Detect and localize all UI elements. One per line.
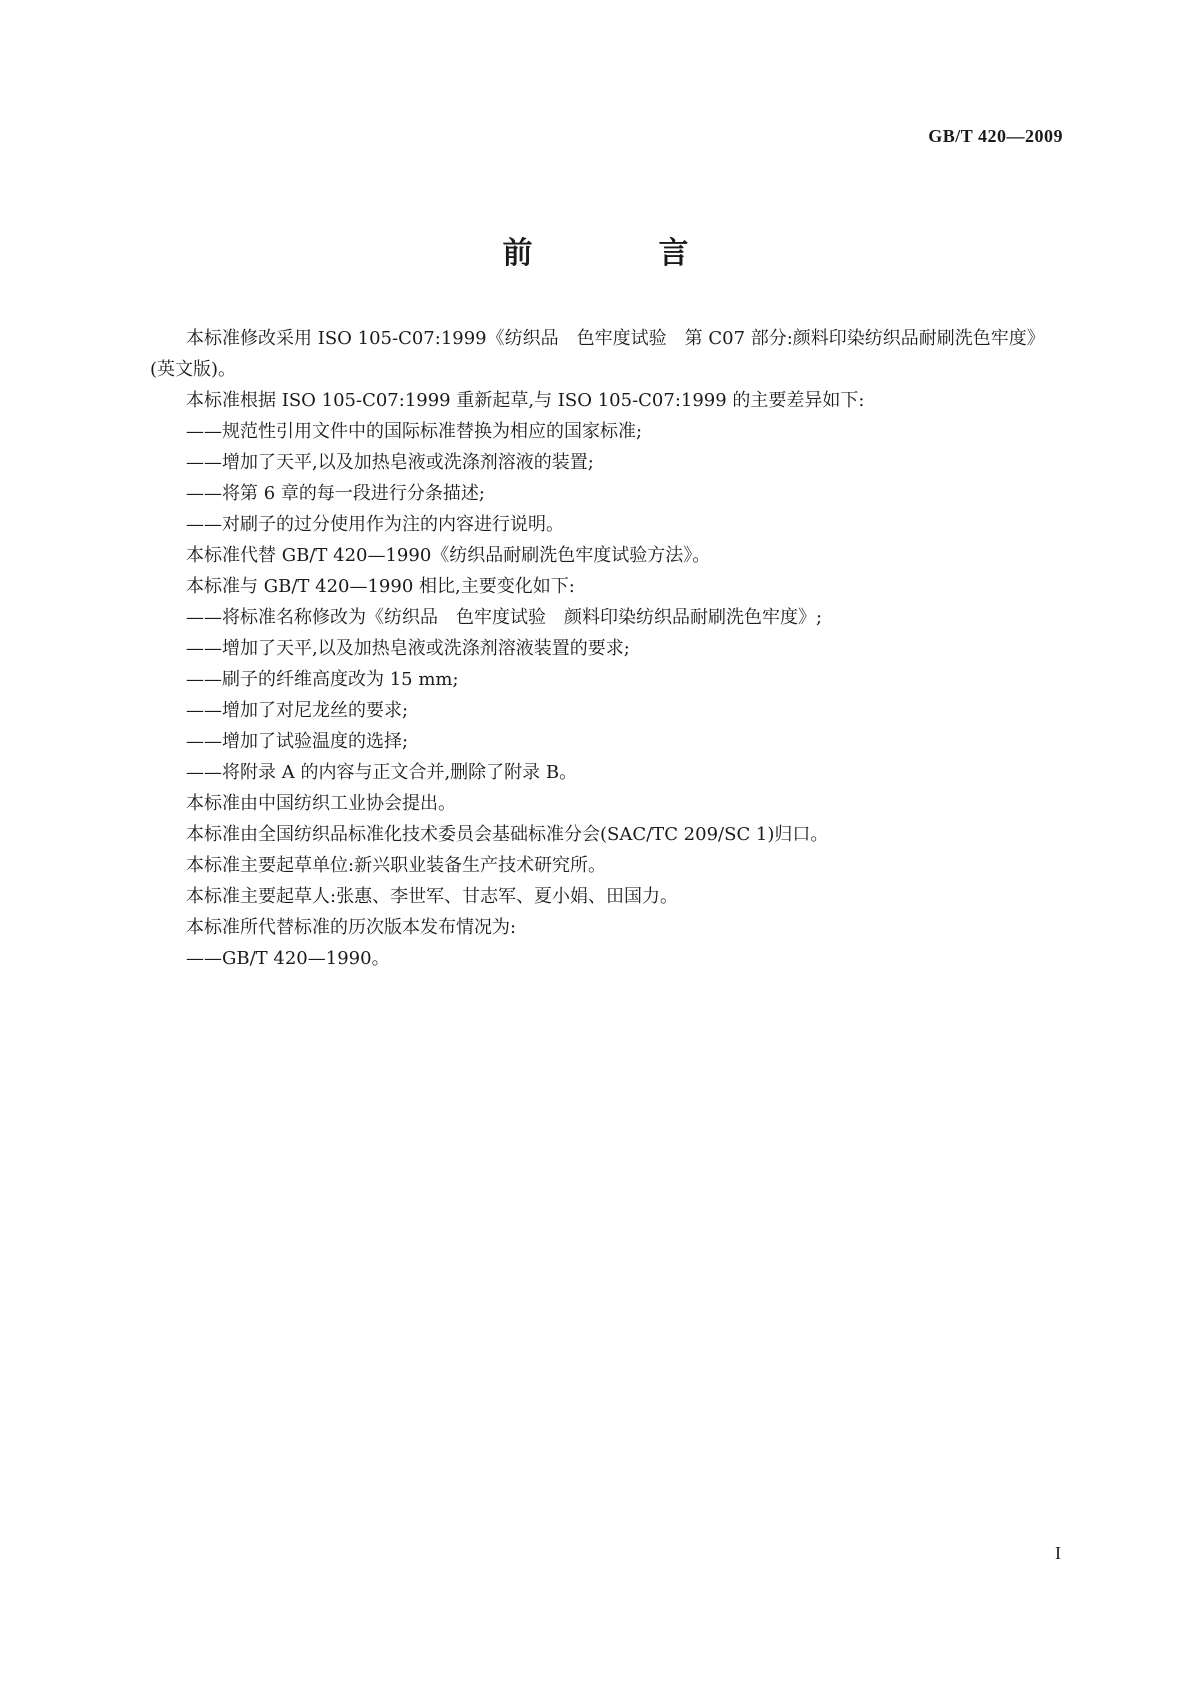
- page-number: I: [1055, 1543, 1061, 1563]
- list-item: ——增加了对尼龙丝的要求;: [186, 700, 409, 721]
- list-item: ——增加了天平,以及加热皂液或洗涤剂溶液装置的要求;: [186, 638, 630, 659]
- page-title: 前 言: [502, 236, 737, 271]
- list-item: ——将附录 A 的内容与正文合并,删除了附录 B。: [186, 762, 578, 783]
- list-item: ——GB/T 420—1990。: [186, 948, 390, 969]
- list-item: ——将第 6 章的每一段进行分条描述;: [186, 483, 485, 504]
- list-item: ——增加了试验温度的选择;: [186, 731, 409, 752]
- paragraph: 本标准主要起草人:张惠、李世军、甘志军、夏小娟、田国力。: [186, 886, 679, 907]
- list-item: ——增加了天平,以及加热皂液或洗涤剂溶液的装置;: [186, 452, 594, 473]
- list-item: ——对刷子的过分使用作为注的内容进行说明。: [186, 514, 564, 535]
- paragraph: 本标准与 GB/T 420—1990 相比,主要变化如下:: [186, 576, 575, 597]
- list-item: ——规范性引用文件中的国际标准替换为相应的国家标准;: [186, 421, 643, 442]
- paragraph: 本标准由全国纺织品标准化技术委员会基础标准分会(SAC/TC 209/SC 1)归口。: [186, 824, 829, 845]
- paragraph: 本标准由中国纺织工业协会提出。: [186, 793, 456, 814]
- standard-number: GB/T 420—2009: [928, 126, 1063, 146]
- paragraph: 本标准根据 ISO 105-C07:1999 重新起草,与 ISO 105-C07:1999 的主要差异如下:: [186, 390, 865, 411]
- foreword-body: [150, 323, 1055, 974]
- paragraph: 本标准所代替标准的历次版本发布情况为:: [186, 917, 517, 938]
- list-item: ——刷子的纤维高度改为 15 mm;: [186, 669, 459, 690]
- list-item: ——将标准名称修改为《纺织品 色牢度试验 颜料印染纺织品耐刷洗色牢度》;: [186, 607, 823, 628]
- paragraph: 本标准主要起草单位:新兴职业装备生产技术研究所。: [186, 855, 607, 876]
- paragraph: 本标准修改采用 ISO 105-C07:1999《纺织品 色牢度试验 第 C07 部分:颜料印染纺织品耐刷洗色牢度》(英文版)。: [150, 328, 1045, 380]
- paragraph: 本标准代替 GB/T 420—1990《纺织品耐刷洗色牢度试验方法》。: [186, 545, 711, 566]
